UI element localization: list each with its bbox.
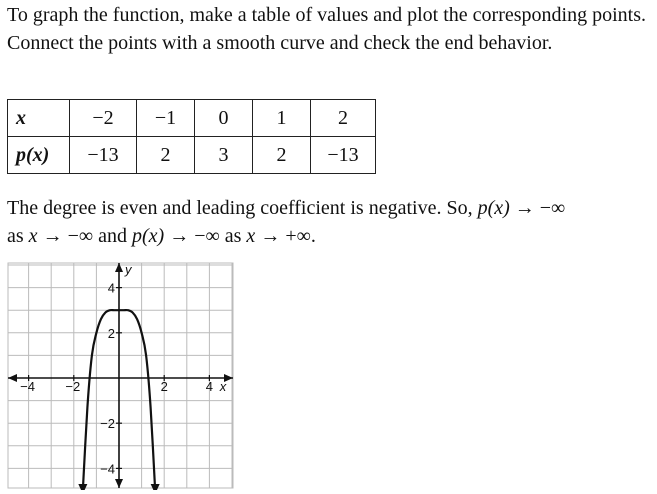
table-cell: −1	[137, 100, 195, 137]
function-graph	[0, 258, 240, 490]
arrow-pos-inf: → +∞.	[260, 224, 316, 247]
grid-lines	[8, 263, 233, 488]
p-of-x: p(x)	[477, 197, 510, 219]
x-var: x	[28, 224, 38, 247]
end-behavior-paragraph	[7, 195, 652, 250]
row-header-x: x	[8, 100, 70, 137]
table-cell: 3	[195, 137, 253, 174]
y-tick-label: 4	[107, 280, 115, 296]
y-axis-label: y	[125, 262, 132, 277]
table-cell: −2	[70, 100, 137, 137]
x-tick-label: −4	[20, 379, 36, 394]
table-cell: 0	[195, 100, 253, 137]
y-tick-label: −2	[100, 416, 115, 432]
table-cell: 2	[137, 137, 195, 174]
table-cell: 2	[253, 137, 311, 174]
arrow-neg-inf: → −∞	[514, 197, 566, 219]
y-axis-arrow-up	[115, 263, 123, 272]
x-tick-label: 4	[205, 379, 214, 394]
as-word: as	[224, 224, 242, 247]
values-table	[7, 99, 376, 174]
as-word: as	[7, 224, 24, 247]
and-word: and	[98, 224, 127, 247]
y-axis-arrow-down	[115, 479, 123, 488]
x-tick-label: 2	[160, 379, 168, 394]
row-header-px: p(x)	[8, 137, 70, 174]
table-row-x	[8, 100, 376, 137]
table-cell: 2	[311, 100, 376, 137]
x-var: x	[246, 224, 256, 247]
y-tick-label: 2	[107, 325, 115, 341]
grid-border	[8, 263, 233, 488]
table-row-px	[8, 137, 376, 174]
curve-end-arrow	[151, 484, 160, 490]
table-cell: 1	[253, 100, 311, 137]
arrow-neg-inf: → −∞	[169, 224, 220, 247]
axes	[8, 263, 233, 488]
x-axis-label: x	[219, 379, 227, 394]
table-cell: −13	[311, 137, 376, 174]
y-tick-label: −4	[100, 461, 115, 477]
x-axis-arrow-left	[8, 374, 17, 382]
x-tick-label: −2	[65, 379, 81, 394]
curve-end-arrow	[78, 484, 87, 490]
table-cell: −13	[70, 137, 137, 174]
behavior-line1: The degree is even and leading coefficient is negative. So,	[7, 197, 473, 219]
intro-paragraph: To graph the function, make a table of values and plot the corresponding points. Connect the points with a smooth curve and check the end behavior.	[7, 4, 646, 54]
p-of-x: p(x)	[132, 224, 165, 247]
arrow-neg-inf: → −∞	[42, 224, 94, 247]
